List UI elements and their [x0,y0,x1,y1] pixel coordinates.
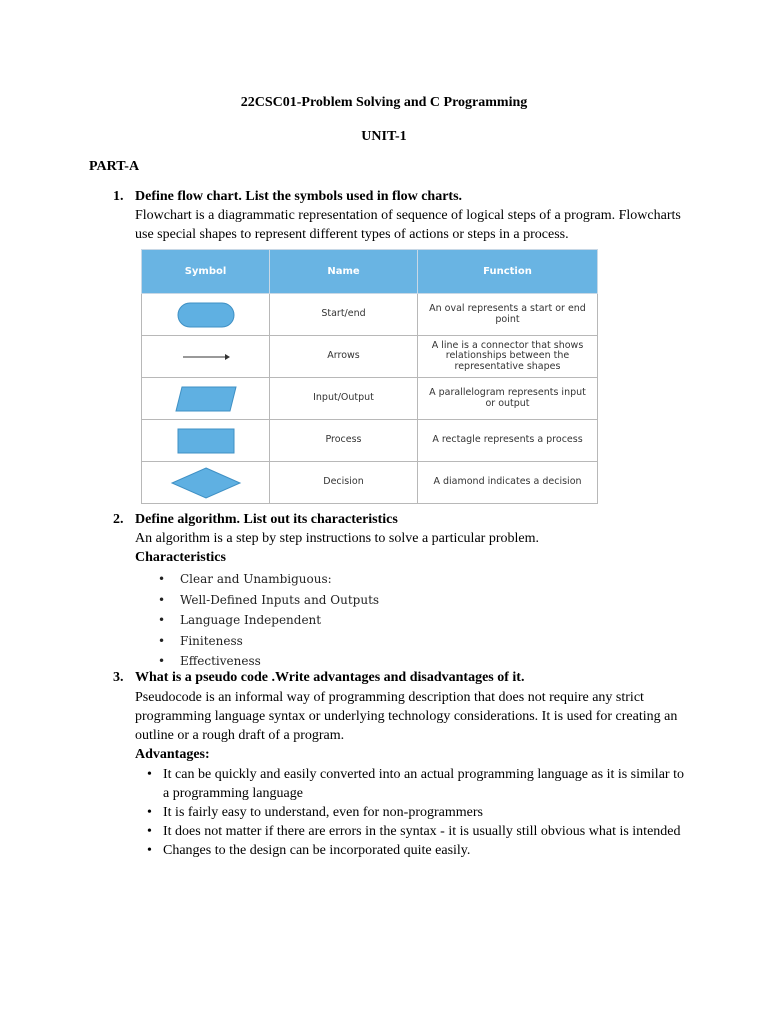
name-cell: Arrows [270,336,418,378]
name-cell: Input/Output [270,378,418,420]
question-text: Define algorithm. List out its characteristics [135,512,398,527]
parallelogram-symbol-icon [174,385,238,413]
subheading: Advantages: [135,747,210,762]
name-cell: Process [270,420,418,462]
rectangle-symbol-icon [176,427,236,455]
list-item: • It does not matter if there are errors in the syntax - it is usually still obvious what is intended [113,822,693,841]
table-row [142,462,598,504]
symbol-cell [142,378,270,420]
list-item: • Effectiveness [113,651,693,672]
oval-symbol-icon [176,300,236,330]
question-number: 3. [113,670,124,685]
function-cell: A rectagle represents a process [418,420,598,462]
list-item: • It can be quickly and easily converted into an actual programming language as it is similar to a programming language [113,765,693,803]
list-item: • Changes to the design can be incorporated quite easily. [113,841,693,860]
function-cell: A diamond indicates a decision [418,462,598,504]
characteristics-list [113,569,693,672]
function-cell: A parallelogram represents input or output [418,378,598,420]
table-header-row [142,250,598,294]
table-row [142,420,598,462]
list-item: • Well-Defined Inputs and Outputs [113,590,693,611]
course-title: 22CSC01-Problem Solving and C Programming [240,95,528,110]
header-symbol: Symbol [142,250,270,294]
list-item: • Finiteness [113,631,693,652]
symbol-cell [142,336,270,378]
question-number: 1. [113,189,124,204]
table-row [142,378,598,420]
question-text: What is a pseudo code .Write advantages and disadvantages of it. [135,670,525,685]
list-item: • Language Independent [113,610,693,631]
advantages-list [113,765,693,860]
unit-heading: UNIT-1 [361,129,407,144]
function-cell: An oval represents a start or end point [418,294,598,336]
part-heading: PART-A [89,159,140,174]
name-cell: Start/end [270,294,418,336]
list-item: • It is fairly easy to understand, even for non-programmers [113,803,693,822]
symbol-cell [142,420,270,462]
arrow-symbol-icon [181,351,231,363]
answer-text: An algorithm is a step by step instructions to solve a particular problem. [135,531,539,546]
answer-text: Pseudocode is an informal way of programming description that does not require any strict programming language syntax or underlying technology considerations. It is used for creating an outline or a rough draft of a program. [135,690,678,743]
subheading: Characteristics [135,550,226,565]
table-row [142,294,598,336]
header-function: Function [418,250,598,294]
symbol-cell [142,462,270,504]
answer-text: Flowchart is a diagrammatic representation of sequence of logical steps of a program. Flowcharts use special shapes to represent different types of actions or steps in a process. [135,208,681,242]
list-item: • Clear and Unambiguous: [113,569,693,590]
flowchart-symbols-table [141,249,598,504]
header-name: Name [270,250,418,294]
diamond-symbol-icon [170,467,242,499]
question-number: 2. [113,512,124,527]
function-cell: A line is a connector that shows relationships between the representative shapes [418,336,598,378]
question-1 [113,187,693,244]
question-3 [113,668,693,860]
symbol-cell [142,294,270,336]
question-text: Define flow chart. List the symbols used in flow charts. [135,189,463,204]
table-row [142,336,598,378]
name-cell: Decision [270,462,418,504]
question-2 [113,510,693,672]
